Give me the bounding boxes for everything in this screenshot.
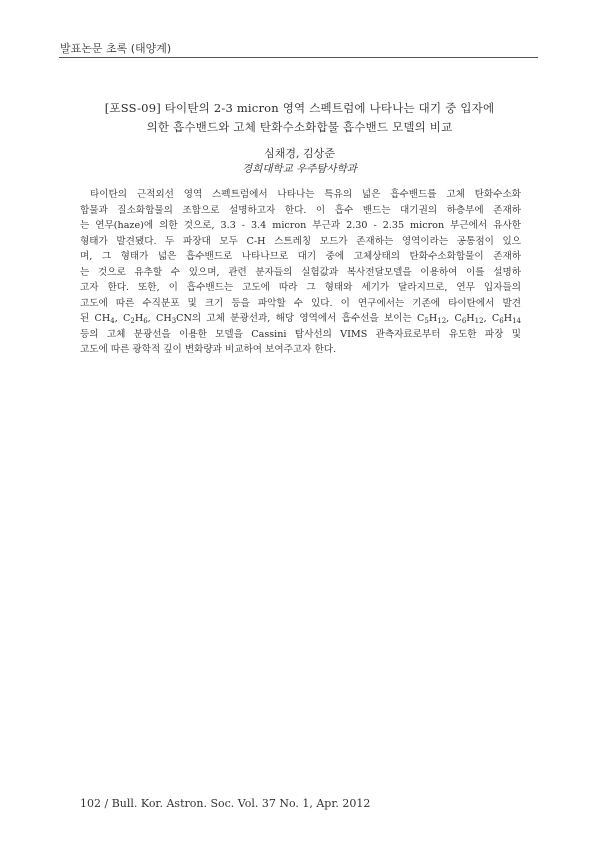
- abstract-body: [80, 187, 521, 358]
- formula-text: H: [134, 313, 144, 324]
- section-header: 발표논문 초록 (태양계): [60, 42, 172, 55]
- header-divider: [59, 57, 538, 58]
- abstract-line: 고도에 따른 광학적 깊이 변화량과 비교하여 보여주고자 한다.: [80, 344, 337, 355]
- formula-text: CN의 고체 분광선과, 해당 영역에서 흡수선을 보이는 C: [176, 313, 425, 324]
- formula-text: H: [428, 313, 438, 324]
- formula-text: , C: [446, 313, 462, 324]
- formula-subscript: 12: [437, 317, 447, 325]
- abstract-line: 등의 고체 분광선을 이용한 모델을 Cassini 탐사선의 VIMS 관측자료로부터 유도한 파장 및: [80, 328, 521, 340]
- abstract-line: 며, 그 형태가 넓은 흡수밴드로 나타나므로 대기 중에 고체상태의 탄화수소화합물이 존재하: [80, 251, 521, 262]
- formula-subscript: 2: [130, 317, 135, 325]
- title-line-2: 의한 흡수밴드와 고체 탄화수소화합물 흡수밴드 모델의 비교: [146, 120, 453, 134]
- formula-subscript: 6: [143, 317, 148, 325]
- formula-subscript: 4: [110, 317, 115, 325]
- formula-subscript: 14: [512, 317, 521, 325]
- formula-text: H: [503, 313, 513, 324]
- formula-text: , CH: [147, 313, 172, 324]
- abstract-line: 는 연무(haze)에 의한 것으로, 3.3 - 3.4 micron 부근과 2.30 - 2.35 micron 부근에서 유사한: [80, 220, 521, 231]
- formula-subscript: 12: [474, 317, 484, 325]
- formula-text: H: [466, 313, 475, 324]
- title-line-1: [포SS-09] 타이탄의 2-3 micron 영역 스펙트럼에 나타나는 대기 중 입자에: [104, 101, 495, 115]
- formula-text: , C: [114, 313, 131, 324]
- abstract-line: 합물과 질소화합물의 조합으로 설명하고자 한다. 이 흡수 밴드는 대기권의 하층부에 존재하: [80, 204, 521, 216]
- formula-subscript: 5: [424, 317, 429, 325]
- affiliation: 경희대학교 우주탐사학과: [242, 163, 357, 175]
- formula-text: 된 CH: [80, 313, 111, 324]
- formula-subscript: 3: [171, 317, 177, 325]
- authors: 심채경, 김상준: [264, 147, 335, 160]
- formula-subscript: 6: [499, 317, 504, 325]
- formula-subscript: 6: [461, 317, 467, 325]
- abstract-line: 형태가 발견됐다. 두 파장대 모두 C-H 스트레칭 모드가 존재하는 영역이라는 공통점이 있으: [80, 235, 521, 247]
- abstract-line: 고도에 따른 수직분포 및 크기 등을 파악할 수 있다. 이 연구에서는 기존에 타이탄에서 발견: [80, 297, 521, 309]
- abstract-line-formulas: [80, 311, 521, 327]
- page-footer: 102 / Bull. Kor. Astron. Soc. Vol. 37 No. 1, Apr. 2012: [80, 797, 371, 810]
- abstract-line: 는 것으로 유추할 수 있으며, 관련 분자들의 실험값과 복사전달모델을 이용하여 이를 설명하: [80, 266, 521, 278]
- formula-text: , C: [483, 313, 500, 324]
- abstract-line: 타이탄의 근적외선 영역 스펙트럼에서 나타나는 특유의 넓은 흡수밴드를 고체 탄화수소화: [90, 189, 521, 200]
- abstract-line: 고자 한다. 또한, 이 흡수밴드는 고도에 따라 그 형태와 세기가 달라지므로, 연무 입자들의: [80, 282, 521, 293]
- paper-title: [60, 99, 539, 137]
